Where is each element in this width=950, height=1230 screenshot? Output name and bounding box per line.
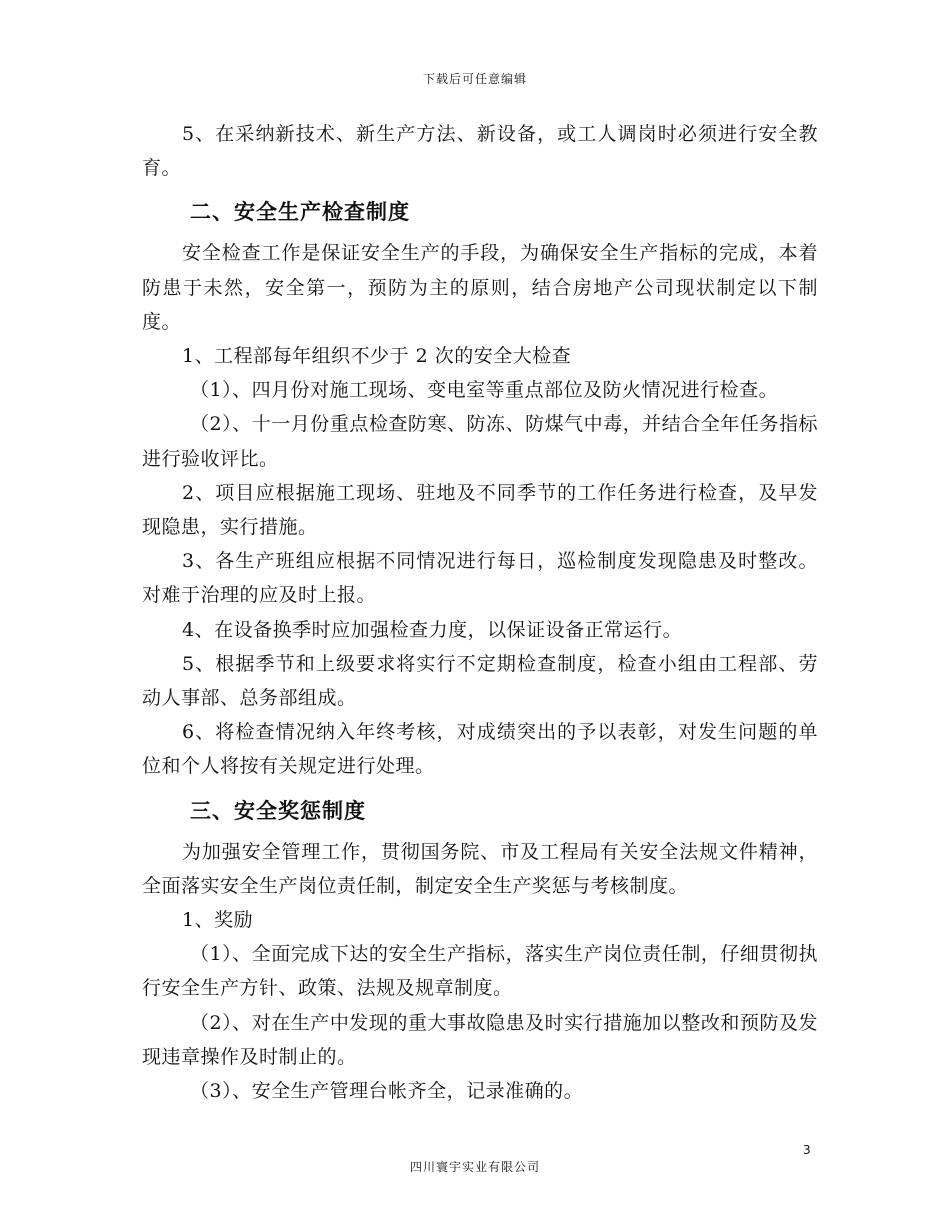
paragraph-rewards-1-2: （2）、对在生产中发现的重大事故隐患及时实行措施加以整改和预防及发现违章操作及时制止的。	[142, 1011, 818, 1068]
paragraph-rewards-1-1: （1）、全面完成下达的安全生产指标，落实生产岗位责任制，仔细贯彻执行安全生产方针、政策、法规及规章制度。	[142, 943, 818, 1000]
paragraph-inspection-intro: 安全检查工作是保证安全生产的手段，为确保安全生产指标的完成，本着防患于未然，安全第一，预防为主的原则，结合房地产公司现状制定以下制度。	[142, 242, 818, 333]
page-footer-company: 四川寰宇实业有限公司	[409, 1160, 540, 1174]
paragraph-rewards-1-3: （3）、安全生产管理台帐齐全，记录准确的。	[190, 1080, 584, 1103]
paragraph-inspection-3: 3、各生产班组应根据不同情况进行每日，巡检制度发现隐患及时整改。对难于治理的应及时上报。	[142, 550, 818, 607]
document-body	[142, 117, 818, 1108]
paragraph-inspection-6: 6、将检查情况纳入年终考核，对成绩突出的予以表彰，对发生问题的单位和个人将按有关规定进行处理。	[142, 721, 818, 778]
page-header: 下载后可任意编辑	[422, 72, 527, 86]
page-number: 3	[803, 1143, 811, 1157]
paragraph-rewards-intro: 为加强安全管理工作，贯彻国务院、市及工程局有关安全法规文件精神，全面落实安全生产岗位责任制，制定安全生产奖惩与考核制度。	[142, 840, 818, 897]
paragraph-rewards-1: 1、奖励	[182, 909, 254, 932]
paragraph-item-5-education: 5、在采纳新技术、新生产方法、新设备，或工人调岗时必须进行安全教育。	[142, 123, 818, 180]
section-heading-inspection: 二、安全生产检查制度	[190, 200, 410, 225]
paragraph-inspection-4: 4、在设备换季时应加强检查力度，以保证设备正常运行。	[182, 618, 683, 641]
paragraph-inspection-5: 5、根据季节和上级要求将实行不定期检查制度，检查小组由工程部、劳动人事部、总务部组成。	[142, 652, 818, 710]
paragraph-inspection-2: 2、项目应根据施工现场、驻地及不同季节的工作任务进行检查，及早发现隐患，实行措施。	[142, 481, 818, 539]
paragraph-inspection-1-1: （1）、四月份对施工现场、变电室等重点部位及防火情况进行检查。	[190, 379, 779, 402]
paragraph-inspection-1-2: （2）、十一月份重点检查防寒、防冻、防煤气中毒，并结合全年任务指标进行验收评比。	[142, 413, 818, 470]
section-heading-rewards: 三、安全奖惩制度	[190, 798, 366, 823]
paragraph-inspection-1: 1、工程部每年组织不少于 2 次的安全大检查	[182, 345, 572, 368]
